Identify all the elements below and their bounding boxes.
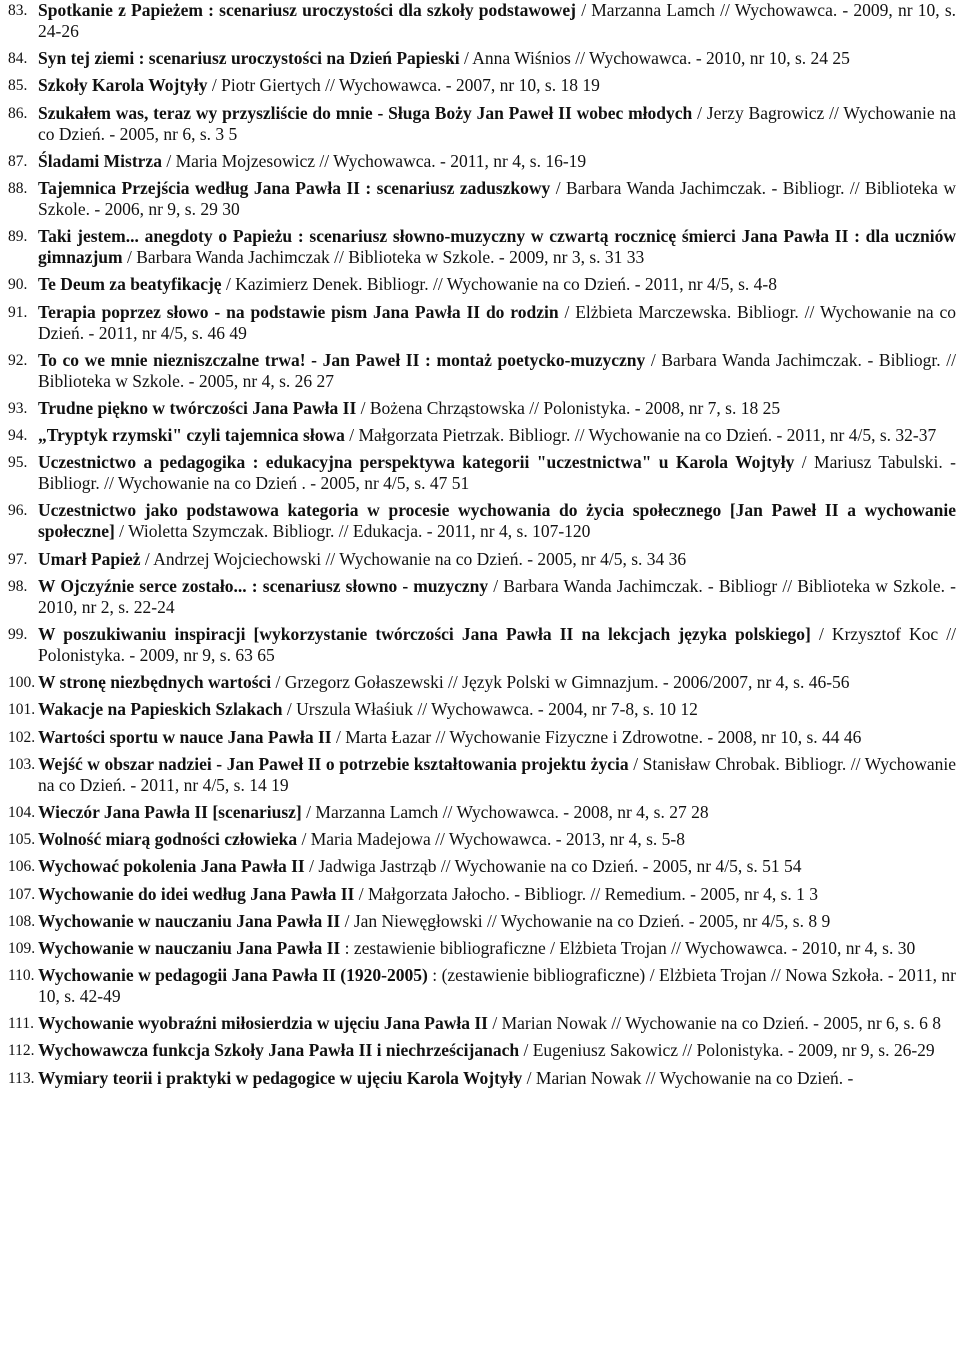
entry-citation: : zestawienie bibliograficzne / Elżbieta Trojan // Wychowawca. - 2010, nr 4, s. 30 xyxy=(340,937,916,958)
entry-number: 107. xyxy=(8,885,36,903)
entry-number: 113. xyxy=(8,1069,35,1087)
entry-citation: / Maria Mojzesowicz // Wychowawca. - 2011, nr 4, s. 16-19 xyxy=(161,150,587,171)
entry-number: 110. xyxy=(8,967,35,985)
entry-title: Wychowanie w nauczaniu Jana Pawła II xyxy=(38,910,341,931)
entry-number: 94. xyxy=(8,427,28,445)
entry-citation: / Krzysztof Koc // Polonistyka. - 2009, nr 9, s. 63 65 xyxy=(38,624,957,665)
entry-number: 83. xyxy=(8,2,28,19)
entry-citation: / Marian Nowak // Wychowanie na co Dzień. - 2005, nr 6, s. 6 8 xyxy=(487,1013,941,1034)
entry-citation: / Mariusz Tabulski. - Bibliogr. // Wychowanie na co Dzień . - 2005, nr 4/5, s. 47 51 xyxy=(38,452,956,494)
bibliography-entry xyxy=(8,856,956,877)
entry-title: Taki jestem... anegdoty o Papieżu : scenariusz słowno-muzyczny w czwartą rocznicę śmierci Jana Pawła II : dla uczniów gimnazjum xyxy=(38,226,956,268)
entry-number: 105. xyxy=(8,831,36,849)
bibliography-entry xyxy=(8,0,956,42)
entry-title: To co we mnie niezniszczalne trwa! - Jan Paweł II : montaż poetycko-muzyczny xyxy=(38,349,646,370)
entry-citation: / Jerzy Bagrowicz // Wychowanie na co Dzień. - 2005, nr 6, s. 3 5 xyxy=(38,102,957,144)
entry-title: Wymiary teorii i praktyki w pedagogice w ujęciu Karola Wojtyły xyxy=(38,1067,523,1088)
bibliography-entry xyxy=(8,48,956,69)
entry-title: Wychować pokolenia Jana Pawła II xyxy=(38,856,305,877)
bibliography-entry xyxy=(8,802,956,823)
entry-title: Wartości sportu w nauce Jana Pawła II xyxy=(38,726,332,747)
entry-number: 87. xyxy=(8,152,28,170)
entry-citation: / Marzanna Lamch // Wychowawca. - 2009, nr 10, s. 24-26 xyxy=(38,0,957,41)
bibliography-entry xyxy=(8,398,956,419)
bibliography-entry xyxy=(8,911,956,932)
entry-title: Terapia poprzez słowo - na podstawie pism Jana Pawła II do rodzin xyxy=(38,301,559,322)
entry-number: 90. xyxy=(8,276,28,294)
bibliography-entry xyxy=(8,1068,956,1089)
entry-number: 103. xyxy=(8,755,36,773)
entry-citation: / Wioletta Szymczak. Bibliogr. // Edukacja. - 2011, nr 4, s. 107-120 xyxy=(114,521,591,542)
bibliography-entry xyxy=(8,350,956,392)
bibliography-entry xyxy=(8,75,956,96)
entry-citation: / Barbara Wanda Jachimczak // Biblioteka w Szkole. - 2009, nr 3, s. 31 33 xyxy=(122,247,645,268)
bibliography-entry xyxy=(8,226,956,268)
bibliography-entry xyxy=(8,699,956,720)
entry-number: 104. xyxy=(8,803,36,821)
entry-citation: / Barbara Wanda Jachimczak. - Bibliogr // Biblioteka w Szkole. - 2010, nr 2, s. 22-24 xyxy=(38,575,956,617)
bibliography-entry xyxy=(8,576,956,618)
entry-citation: / Marzanna Lamch // Wychowawca. - 2008, nr 4, s. 27 28 xyxy=(301,801,709,822)
entry-title: Wychowawcza funkcja Szkoły Jana Pawła II i niechrześcijanach xyxy=(38,1040,520,1061)
entry-number: 93. xyxy=(8,399,28,417)
entry-number: 102. xyxy=(8,728,36,746)
entry-title: W stronę niezbędnych wartości xyxy=(38,672,272,693)
entry-number: 108. xyxy=(8,912,36,930)
bibliography-entry xyxy=(8,103,956,145)
bibliography-entry xyxy=(8,965,956,1007)
entry-title: W poszukiwaniu inspiracji [wykorzystanie twórczości Jana Pawła II na lekcjach języka polskiego] xyxy=(38,624,811,644)
entry-number: 111. xyxy=(8,1015,34,1033)
bibliography-entry xyxy=(8,829,956,850)
entry-title: Wejść w obszar nadziei - Jan Paweł II o potrzebie kształtowania projektu życia xyxy=(38,753,629,774)
entry-number: 109. xyxy=(8,939,36,957)
bibliography-entry xyxy=(8,178,956,220)
entry-title: Tajemnica Przejścia według Jana Pawła II : scenariusz zaduszkowy xyxy=(38,177,551,198)
entry-number: 99. xyxy=(8,626,28,643)
bibliography-entry xyxy=(8,452,956,494)
entry-citation: / Andrzej Wojciechowski // Wychowanie na co Dzień. - 2005, nr 4/5, s. 34 36 xyxy=(140,548,687,569)
entry-citation: / Grzegorz Gołaszewski // Język Polski w Gimnazjum. - 2006/2007, nr 4, s. 46-56 xyxy=(271,672,850,693)
bibliography-entry xyxy=(8,727,956,748)
bibliography-entry xyxy=(8,624,956,666)
entry-number: 95. xyxy=(8,454,28,472)
bibliography-entry xyxy=(8,425,956,446)
entry-citation: / Stanisław Chrobak. Bibliogr. // Wychowanie na co Dzień. - 2011, nr 4/5, s. 14 19 xyxy=(38,753,956,795)
entry-citation: / Maria Madejowa // Wychowawca. - 2013, nr 4, s. 5-8 xyxy=(297,829,685,850)
entry-number: 92. xyxy=(8,351,28,369)
entry-title: Spotkanie z Papieżem : scenariusz uroczystości dla szkoły podstawowej xyxy=(38,0,576,20)
entry-number: 84. xyxy=(8,50,28,68)
entry-number: 86. xyxy=(8,104,28,122)
entry-title: Syn tej ziemi : scenariusz uroczystości na Dzień Papieski xyxy=(38,48,460,69)
bibliography-list xyxy=(8,0,956,1089)
bibliography-entry xyxy=(8,1013,956,1034)
entry-title: „Tryptyk rzymski" czyli tajemnica słowa xyxy=(38,425,345,446)
entry-title: Trudne piękno w twórczości Jana Pawła II xyxy=(38,397,357,418)
entry-number: 97. xyxy=(8,550,28,568)
entry-title: Uczestnictwo a pedagogika : edukacyjna perspektywa kategorii "uczestnictwa" u Karola Wojtyły xyxy=(38,452,795,473)
entry-title: Szukałem was, teraz wy przyszliście do mnie - Sługa Boży Jan Paweł II wobec młodych xyxy=(38,102,693,123)
entry-title: W Ojczyźnie serce zostało... : scenariusz słowno - muzyczny xyxy=(38,575,489,596)
bibliography-entry xyxy=(8,151,956,172)
entry-citation: / Marian Nowak // Wychowanie na co Dzień. - xyxy=(522,1067,854,1088)
entry-citation: / Marta Łazar // Wychowanie Fizyczne i Zdrowotne. - 2008, nr 10, s. 44 46 xyxy=(331,726,862,747)
entry-number: 85. xyxy=(8,77,28,95)
entry-citation: / Bożena Chrząstowska // Polonistyka. - 2008, nr 7, s. 18 25 xyxy=(356,397,781,418)
entry-citation: / Małgorzata Pietrzak. Bibliogr. // Wychowanie na co Dzień. - 2011, nr 4/5, s. 32-37 xyxy=(344,425,937,446)
bibliography-entry xyxy=(8,1040,956,1061)
entry-title: Wychowanie w pedagogii Jana Pawła II (1920-2005) xyxy=(38,965,428,986)
entry-number: 96. xyxy=(8,502,28,520)
entry-citation: / Jan Niewęgłowski // Wychowanie na co Dzień. - 2005, nr 4/5, s. 8 9 xyxy=(340,910,831,931)
entry-citation: / Elżbieta Marczewska. Bibliogr. // Wychowanie na co Dzień. - 2011, nr 4/5, s. 46 49 xyxy=(38,301,956,343)
entry-title: Te Deum za beatyfikację xyxy=(38,274,222,295)
entry-title: Umarł Papież xyxy=(38,548,141,569)
entry-number: 112. xyxy=(8,1042,35,1060)
bibliography-entry xyxy=(8,500,956,542)
entry-citation: : (zestawienie bibliograficzne) / Elżbieta Trojan // Nowa Szkoła. - 2011, nr 10, s. 42-49 xyxy=(38,965,956,1007)
entry-citation: / Jadwiga Jastrząb // Wychowanie na co Dzień. - 2005, nr 4/5, s. 51 54 xyxy=(304,856,802,877)
entry-number: 101. xyxy=(8,701,36,719)
entry-title: Wieczór Jana Pawła II [scenariusz] xyxy=(38,801,302,822)
entry-title: Szkoły Karola Wojtyły xyxy=(38,75,208,96)
bibliography-entry xyxy=(8,302,956,344)
entry-citation: / Urszula Właśiuk // Wychowawca. - 2004, nr 7-8, s. 10 12 xyxy=(282,699,698,720)
bibliography-entry xyxy=(8,754,956,796)
entry-number: 100. xyxy=(8,674,36,692)
entry-title: Wolność miarą godności człowieka xyxy=(38,829,298,850)
entry-title: Wychowanie wyobraźni miłosierdzia w ujęciu Jana Pawła II xyxy=(38,1013,488,1034)
bibliography-entry xyxy=(8,672,956,693)
entry-title: Śladami Mistrza xyxy=(38,150,162,171)
entry-title: Wakacje na Papieskich Szlakach xyxy=(38,699,283,720)
entry-citation: / Kazimierz Denek. Bibliogr. // Wychowanie na co Dzień. - 2011, nr 4/5, s. 4-8 xyxy=(221,274,777,295)
entry-citation: / Piotr Giertych // Wychowawca. - 2007, nr 10, s. 18 19 xyxy=(207,75,600,96)
entry-title: Wychowanie w nauczaniu Jana Pawła II xyxy=(38,937,341,958)
entry-citation: / Małgorzata Jałocho. - Bibliogr. // Remedium. - 2005, nr 4, s. 1 3 xyxy=(354,883,819,904)
entry-citation: / Barbara Wanda Jachimczak. - Bibliogr. // Biblioteka w Szkole. - 2006, nr 9, s. 29 30 xyxy=(38,177,956,219)
bibliography-entry xyxy=(8,938,956,959)
entry-citation: / Eugeniusz Sakowicz // Polonistyka. - 2009, nr 9, s. 26-29 xyxy=(519,1040,935,1061)
entry-number: 91. xyxy=(8,303,28,321)
entry-title: Wychowanie do idei według Jana Pawła II xyxy=(38,883,355,904)
entry-title: Uczestnictwo jako podstawowa kategoria w procesie wychowania do życia społecznego [Jan Paweł II a wychowanie społeczne] xyxy=(38,500,956,542)
entry-number: 88. xyxy=(8,179,28,197)
bibliography-entry xyxy=(8,549,956,570)
entry-citation: / Barbara Wanda Jachimczak. - Bibliogr. // Biblioteka w Szkole. - 2005, nr 4, s. 26 27 xyxy=(38,349,957,391)
entry-number: 98. xyxy=(8,577,28,595)
entry-number: 89. xyxy=(8,228,28,246)
bibliography-entry xyxy=(8,884,956,905)
entry-number: 106. xyxy=(8,858,36,876)
entry-citation: / Anna Wiśnios // Wychowawca. - 2010, nr 10, s. 24 25 xyxy=(459,48,850,69)
bibliography-entry xyxy=(8,274,956,295)
